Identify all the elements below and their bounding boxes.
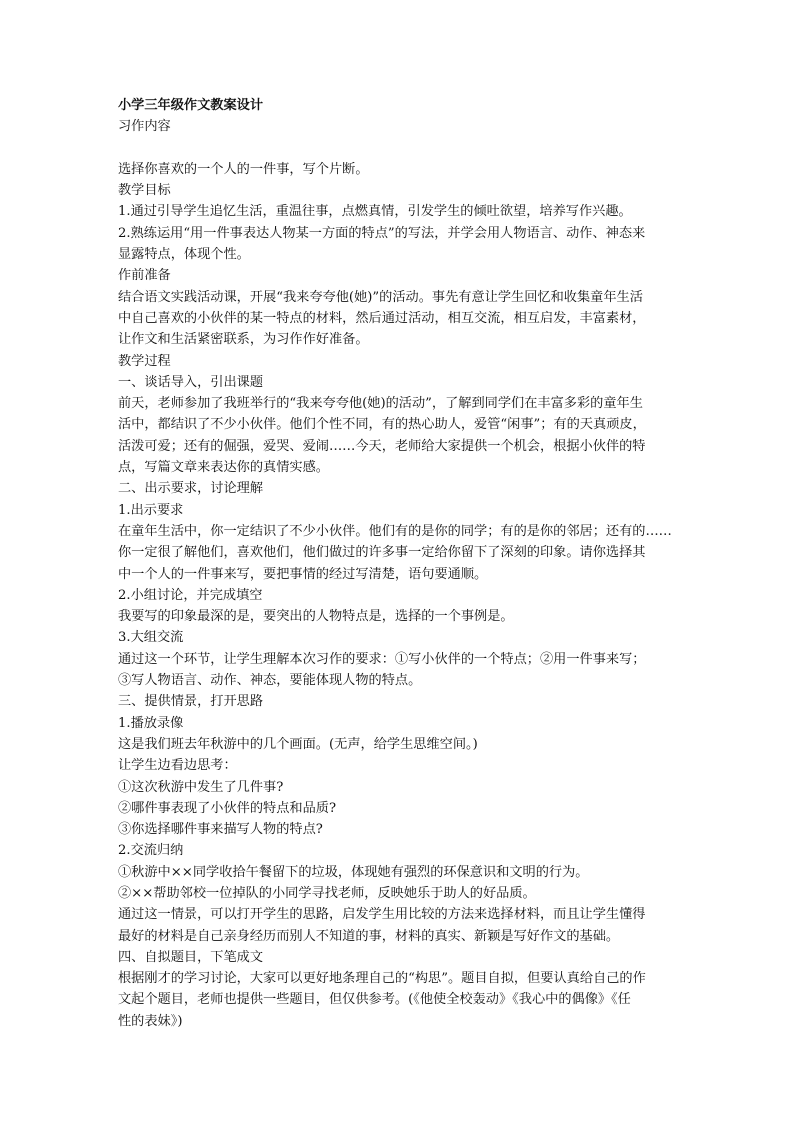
item-heading: 2.交流归纳 — [118, 843, 184, 859]
item-heading: 2.小组讨论，并完成填空 — [118, 587, 263, 603]
paragraph-line: 1.通过引导学生追忆生活，重温往事，点燃真情，引发学生的倾吐欲望，培养写作兴趣。 — [118, 204, 632, 220]
paragraph-line: 中一个人的一件事来写，要把事情的经过写清楚，语句要通顺。 — [118, 566, 488, 582]
subsection-heading: 四、自拟题目，下笔成文 — [118, 949, 264, 965]
paragraph-line: 你一定很了解他们，喜欢他们，他们做过的许多事一定给你留下了深刻的印象。请你选择其 — [118, 545, 646, 561]
paragraph-line: 最好的材料是自己亲身经历而别人不知道的事，材料的真实、新颖是写好作文的基础。 — [118, 928, 620, 944]
section-heading-preparation: 作前准备 — [118, 268, 171, 284]
list-item: ①这次秋游中发生了几件事? — [118, 779, 284, 795]
paragraph-line: 我要写的印象最深的是，要突出的人物特点是，选择的一个事例是。 — [118, 609, 514, 625]
list-item: ②××帮助邻校一位掉队的小同学寻找老师，反映她乐于助人的好品质。 — [118, 885, 536, 901]
item-heading: 1.播放录像 — [118, 715, 184, 731]
subsection-heading: 二、出示要求，讨论理解 — [118, 481, 264, 497]
paragraph-line: 中自己喜欢的小伙伴的某一特点的材料，然后通过活动，相互交流，相互启发，丰富素材， — [118, 310, 646, 326]
document-page — [118, 95, 678, 1032]
item-heading: 1.出示要求 — [118, 502, 184, 518]
paragraph-line: 显露特点，体现个性。 — [118, 247, 250, 263]
list-item: ①秋游中××同学收拾午餐留下的垃圾，体现她有强烈的环保意识和文明的行为。 — [118, 864, 589, 880]
paragraph-line: 文起个题目，老师也提供一些题目，但仅供参考。(《他使全校轰动》《我心中的偶像》《任 — [118, 992, 631, 1008]
paragraph-line: 点，写篇文章来表达你的真情实感。 — [118, 460, 329, 476]
list-item: ③你选择哪件事来描写人物的特点? — [118, 822, 323, 838]
paragraph-line: 活泼可爱；还有的倔强，爱哭、爱闹……今天，老师给大家提供一个机会，根据小伙伴的特 — [118, 438, 646, 454]
blank-line — [118, 138, 678, 159]
paragraph-line: ③写人物语言、动作、神态，要能体现人物的特点。 — [118, 673, 422, 689]
item-heading: 3.大组交流 — [118, 630, 184, 646]
list-item: ②哪件事表现了小伙伴的特点和品质? — [118, 800, 337, 816]
document-title: 小学三年级作文教案设计 — [118, 98, 264, 113]
paragraph-line: 选择你喜欢的一个人的一件事，写个片断。 — [118, 161, 369, 177]
section-heading-content: 习作内容 — [118, 119, 171, 135]
paragraph-line: 这是我们班去年秋游中的几个画面。(无声，给学生思维空间。) — [118, 736, 478, 752]
paragraph-line: 让作文和生活紧密联系，为习作作好准备。 — [118, 332, 369, 348]
subsection-heading: 一、谈话导入，引出课题 — [118, 374, 264, 390]
paragraph-line: 根据刚才的学习讨论，大家可以更好地条理自己的“构思”。题目自拟，但要认真给自己的作 — [118, 971, 646, 987]
paragraph-line: 活中，都结识了不少小伙伴。他们个性不同，有的热心助人，爱管“闲事”；有的天真顽皮， — [118, 417, 646, 433]
subsection-heading: 三、提供情景，打开思路 — [118, 694, 264, 710]
paragraph-line: 2.熟练运用“用一件事表达人物某一方面的特点”的写法，并学会用人物语言、动作、神态来 — [118, 225, 646, 241]
section-heading-process: 教学过程 — [118, 353, 171, 369]
paragraph-line: 通过这一个环节，让学生理解本次习作的要求：①写小伙伴的一个特点；②用一件事来写； — [118, 651, 646, 667]
paragraph-line: 让学生边看边思考： — [118, 758, 237, 774]
paragraph-line: 通过这一情景，可以打开学生的思路，启发学生用比较的方法来选择材料，而且让学生懂得 — [118, 907, 646, 923]
paragraph-line: 性的表妹》) — [118, 1013, 183, 1029]
section-heading-goals: 教学目标 — [118, 183, 171, 199]
paragraph-line: 在童年生活中，你一定结识了不少小伙伴。他们有的是你的同学；有的是你的邻居；还有的…… — [118, 523, 672, 539]
paragraph-line: 结合语文实践活动课，开展“我来夸夸他(她)”的活动。事先有意让学生回忆和收集童年生活 — [118, 289, 643, 305]
paragraph-line: 前天，老师参加了我班举行的“我来夸夸他(她)的活动”，了解到同学们在丰富多彩的童年生 — [118, 396, 643, 412]
